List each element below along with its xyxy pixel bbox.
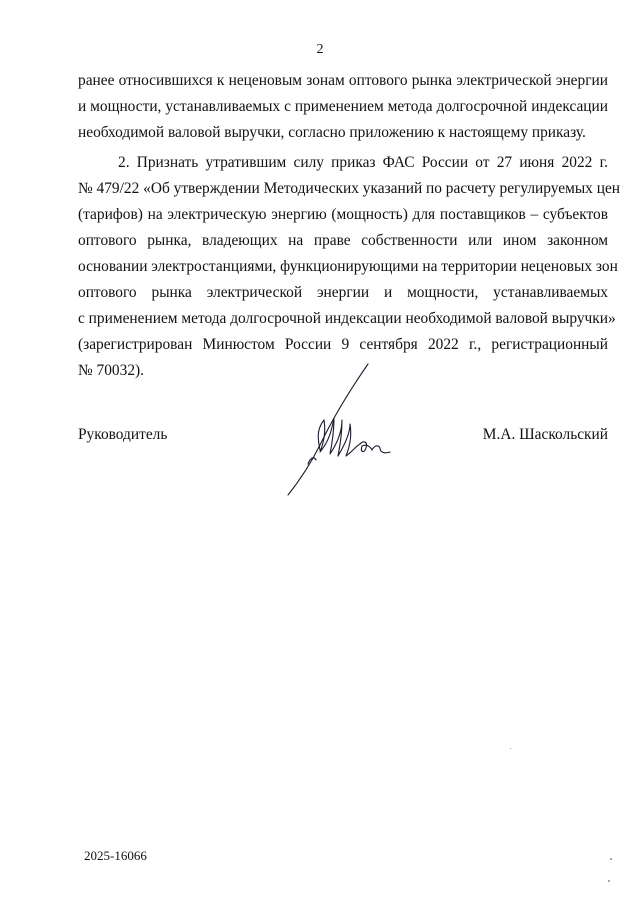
signer-name: М.А. Шаскольский [482, 426, 608, 443]
paragraph-line: оптового рынка электрической энергии и мощности, устанавливаемых [78, 284, 608, 301]
paragraph-line: 2. Признать утратившим силу приказ ФАС России от 27 июня 2022 г. [118, 154, 608, 171]
paragraph-line: и мощности, устанавливаемых с применением метода долгосрочной индексации [78, 98, 608, 115]
scan-artifact [610, 858, 612, 860]
paragraph-line: основании электростанциями, функционирующими на территории неценовых зон [78, 258, 618, 275]
paragraph-continued [78, 68, 608, 146]
position-title: Руководитель [78, 426, 168, 443]
paragraph-line: (тарифов) на электрическую энергию (мощность) для поставщиков – субъектов [78, 206, 608, 223]
handwritten-signature [280, 360, 400, 500]
paragraph-line: необходимой валовой выручки, согласно приложению к настоящему приказу. [78, 124, 586, 141]
paragraph-item-2 [78, 150, 621, 384]
paragraph-line: № 70032). [78, 362, 144, 379]
scan-artifact [510, 748, 511, 749]
paragraph-line: ранее относившихся к неценовым зонам оптового рынка электрической энергии [78, 72, 608, 89]
paragraph-line: с применением метода долгосрочной индексации необходимой валовой выручки» [78, 310, 616, 327]
scan-artifact [608, 880, 610, 882]
paragraph-line: № 479/22 «Об утверждении Методических указаний по расчету регулируемых цен [78, 180, 621, 197]
paragraph-line: (зарегистрирован Минюстом России 9 сентября 2022 г., регистрационный [78, 336, 608, 353]
page-number: 2 [316, 42, 324, 57]
paragraph-line: оптового рынка, владеющих на праве собственности или ином законном [78, 232, 608, 249]
document-registration-number: 2025-16066 [84, 848, 147, 863]
